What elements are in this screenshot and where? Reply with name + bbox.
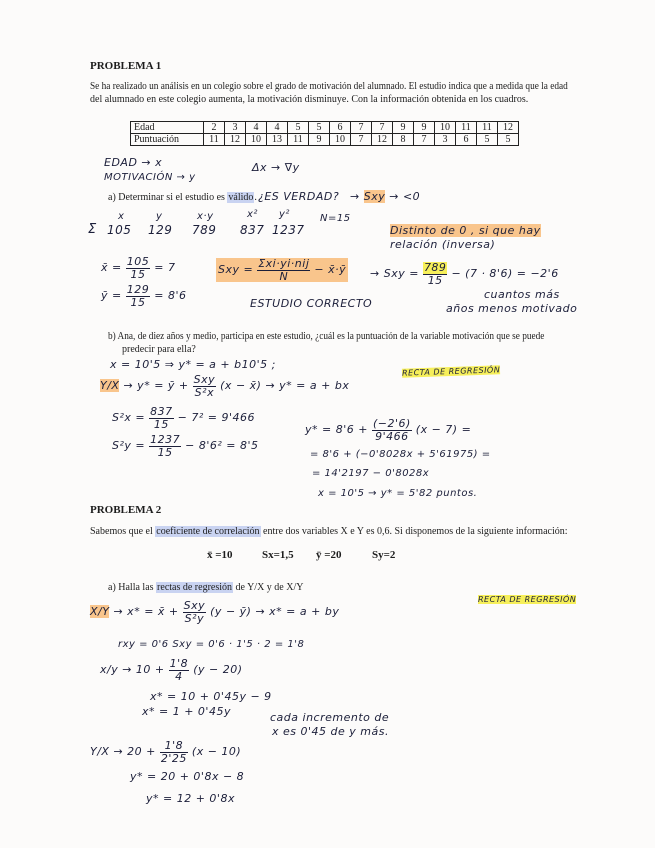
hw-edad-x: EDAD → x	[104, 156, 163, 169]
table-cell: 5	[309, 122, 330, 134]
question-text: predecir para ella?	[122, 344, 196, 355]
hw-s2y	[112, 434, 259, 458]
hw-sum-xy: 789	[192, 223, 217, 237]
hw-text: → <0	[385, 190, 421, 203]
table-cell: 9	[309, 134, 330, 146]
hw-text: ȳ =	[101, 289, 122, 303]
table-cell: 12	[498, 122, 519, 134]
hw-fraction	[372, 418, 412, 442]
problem2-title: PROBLEMA 2	[90, 504, 162, 516]
table-cell: 11	[477, 122, 498, 134]
table-cell: 12	[372, 134, 393, 146]
hw-relacion: relación (inversa)	[390, 238, 496, 251]
hw-text: S²y =	[112, 439, 146, 453]
hw-text: Sxy =	[218, 263, 254, 277]
table-cell: 11	[204, 134, 225, 146]
given-sy: Sy=2	[372, 549, 396, 561]
hw-recta-label: RECTA DE REGRESIÓN	[401, 365, 501, 378]
hw-fraction	[149, 406, 174, 430]
highlight-rectas: rectas de regresión	[157, 582, 233, 593]
hw-sxy-definition	[216, 258, 348, 282]
hw-text: (x − x̄) → y* = a + bx	[220, 379, 350, 393]
hw-ystar-4: x = 10'5 → y* = 5'82 puntos.	[318, 488, 478, 499]
hw-fraction	[126, 256, 151, 280]
hw-col-y2: y²	[279, 209, 290, 220]
hw-motivacion-y: MOTIVACIÓN → y	[104, 172, 196, 183]
numerator: 837	[150, 405, 173, 418]
given-ybar: ȳ =20	[316, 549, 342, 561]
denominator: 2'25	[160, 751, 187, 765]
hw-ystar-b1: y* = 20 + 0'8x − 8	[130, 770, 245, 783]
question-text: de Y/X y de X/Y	[233, 582, 304, 593]
hw-x-es: x es 0'45 de y más.	[272, 725, 389, 738]
table-row-edad	[131, 122, 519, 134]
hw-fraction	[257, 258, 310, 282]
denominator: S²y	[184, 611, 205, 625]
numerator: 1'8	[169, 657, 189, 670]
given-xbar: x̄ =10	[207, 549, 233, 561]
hw-rxy: rxy = 0'6 Sxy = 0'6 · 1'5 · 2 = 1'8	[118, 639, 305, 650]
table-cell: 10	[435, 122, 456, 134]
hw-text: (x − 7) =	[415, 423, 472, 437]
hw-text: − 7² = 9'466	[177, 411, 255, 425]
table-cell: 3	[435, 134, 456, 146]
hw-xstar-1: x* = 10 + 0'45y − 9	[150, 690, 272, 703]
hw-yx-calc	[90, 740, 241, 764]
question-text: a) Halla las	[108, 582, 157, 593]
hw-n: N=15	[320, 213, 351, 224]
highlight-coeficiente: coeficiente de correlación	[156, 526, 260, 537]
numerator: 1237	[150, 433, 181, 446]
numerator: 129	[126, 283, 150, 296]
table-cell: 4	[246, 122, 267, 134]
denominator: N	[279, 269, 289, 283]
hw-col-x: x	[118, 211, 125, 222]
hw-recta-regresion-1	[402, 365, 501, 377]
table-cell: 13	[267, 134, 288, 146]
hw-x-105: x = 10'5 ⇒ y* = a + b10'5 ;	[110, 358, 276, 371]
hw-text: Y/X → 20 +	[90, 745, 156, 759]
hw-text: − (7 · 8'6) = −2'6	[451, 267, 559, 281]
table-cell: 9	[414, 122, 435, 134]
problem2-question-a	[108, 582, 303, 593]
hw-anos-menos: años menos motivado	[446, 302, 578, 315]
hw-text: − 8'6² = 8'5	[185, 439, 259, 453]
hw-text: (y − ȳ) → x* = a + by	[210, 605, 340, 619]
hw-xy-calc	[100, 658, 243, 682]
hw-sxy-highlight: Sxy	[363, 190, 386, 203]
hw-fraction	[169, 658, 190, 682]
intro-text: entre dos variables X e Y es 0,6. Si disponemos de la siguiente información:	[260, 526, 568, 537]
hw-col-x2: x²	[247, 209, 258, 220]
hw-recta-label: RECTA DE REGRESIÓN	[478, 595, 577, 604]
denominator: 15	[153, 417, 169, 431]
table-cell: 4	[267, 122, 288, 134]
hw-fraction	[126, 284, 151, 308]
hw-sum-y: 129	[148, 223, 173, 237]
hw-sum-x2: 837	[240, 223, 265, 237]
hw-text: →	[350, 190, 364, 203]
given-sx: Sx=1,5	[262, 549, 294, 561]
numerator: 1'8	[160, 740, 188, 753]
numerator: Sxy	[193, 373, 216, 386]
hw-s2x	[112, 406, 255, 430]
table-cell: 11	[288, 134, 309, 146]
question-text: .	[254, 192, 257, 203]
hw-ystar-3: = 14'2197 − 0'8028x	[312, 468, 430, 479]
denominator: 4	[175, 669, 183, 683]
table-cell: 7	[414, 134, 435, 146]
hw-fraction	[149, 434, 181, 458]
hw-text: y* = 8'6 +	[305, 423, 368, 437]
hw-col-y: y	[156, 211, 163, 222]
table-cell: 2	[204, 122, 225, 134]
hw-ystar-2: = 8'6 + (−0'8028x + 5'61975) =	[310, 449, 491, 460]
hw-fraction	[160, 740, 188, 764]
intro-line: del alumnado en este colegio aumenta, la motivación disminuye. Con la información obtenida en los cuadros.	[90, 94, 529, 105]
hw-es-verdad: ¿ES VERDAD?	[258, 190, 340, 203]
hw-fraction	[183, 600, 207, 624]
denominator: 15	[427, 273, 443, 287]
table-row-puntuacion	[131, 134, 519, 146]
hw-text: x̄ =	[101, 261, 122, 275]
hw-text: → y* = ȳ +	[123, 379, 189, 393]
denominator: 15	[130, 267, 146, 281]
hw-distinto	[390, 224, 541, 237]
hw-sxy-calc	[370, 262, 559, 286]
hw-cada-incremento: cada incremento de	[270, 711, 390, 724]
hw-text: S²x =	[112, 411, 146, 425]
table-cell: 5	[498, 134, 519, 146]
table-cell: 5	[288, 122, 309, 134]
hw-cuantos-mas: cuantos más	[484, 288, 560, 301]
problem2-intro	[90, 526, 568, 537]
hw-delta-relation: Δx → ∇y	[252, 161, 300, 174]
table-cell: 7	[351, 134, 372, 146]
numerator: (−2'6)	[372, 417, 411, 430]
table-cell: 8	[393, 134, 414, 146]
table-cell: 6	[330, 122, 351, 134]
denominator: 9'466	[375, 429, 409, 443]
problem1-question-b	[108, 330, 578, 356]
table-cell: 10	[246, 134, 267, 146]
table-cell: 6	[456, 134, 477, 146]
row-label: Puntuación	[131, 134, 204, 146]
numerator: 789	[423, 261, 447, 274]
table-cell: 3	[225, 122, 246, 134]
highlight-valido: válido	[228, 192, 254, 203]
hw-text: → Sxy =	[370, 267, 419, 281]
hw-ystar-1	[305, 418, 471, 442]
hw-ybar-eq	[101, 284, 186, 308]
numerator: Σxi·yi·nij	[258, 257, 310, 270]
numerator: 105	[126, 255, 150, 268]
hw-fraction	[423, 262, 448, 286]
table-cell: 7	[372, 122, 393, 134]
hw-distinto-line: Distinto de 0 , si que hay	[390, 224, 541, 237]
row-label: Edad	[131, 122, 204, 134]
problem1-intro	[90, 80, 570, 106]
age-score-table	[130, 121, 519, 146]
hw-text: → x* = x̄ +	[113, 605, 179, 619]
hw-text: (y − 20)	[193, 663, 243, 677]
hw-xstar-2: x* = 1 + 0'45y	[142, 705, 231, 718]
intro-text: Sabemos que el	[90, 526, 156, 537]
numerator: Sxy	[183, 599, 206, 612]
hw-sum-x: 105	[107, 223, 132, 237]
hw-yx-regression	[100, 374, 349, 398]
hw-fraction	[193, 374, 217, 398]
hw-yx-label: Y/X	[100, 379, 120, 393]
hw-col-xy: x·y	[197, 211, 214, 222]
hw-xbar-eq	[101, 256, 175, 280]
table-cell: 12	[225, 134, 246, 146]
problem1-title: PROBLEMA 1	[90, 60, 162, 72]
denominator: 15	[130, 295, 146, 309]
denominator: 15	[157, 445, 173, 459]
problem1-question-a	[108, 192, 257, 203]
intro-line: Se ha realizado un análisis en un colegio sobre el grado de motivación del alumnado. El estudio indica que a medida que la edad	[90, 81, 568, 92]
hw-text: x/y → 10 +	[100, 663, 165, 677]
hw-sigma: Σ	[88, 222, 97, 237]
hw-sxy-condition	[350, 190, 420, 203]
table-cell: 10	[330, 134, 351, 146]
table-cell: 7	[351, 122, 372, 134]
question-text: b) Ana, de diez años y medio, participa en este estudio, ¿cuál es la puntuación de la variable motivación que se puede	[108, 331, 545, 342]
hw-xy-regression	[90, 600, 339, 624]
table-cell: 11	[456, 122, 477, 134]
table-cell: 9	[393, 122, 414, 134]
question-text: a) Determinar si el estudio es	[108, 192, 228, 203]
denominator: S²x	[194, 385, 215, 399]
hw-text: = 8'6	[154, 289, 187, 303]
table-cell: 5	[477, 134, 498, 146]
hw-text: − x̄·ȳ	[314, 263, 347, 277]
hw-recta-regresion-2	[478, 595, 576, 604]
hw-text: (x − 10)	[191, 745, 242, 759]
hw-xy-label: X/Y	[90, 605, 110, 619]
hw-sum-y2: 1237	[272, 223, 305, 237]
hw-text: = 7	[154, 261, 176, 275]
hw-ystar-b2: y* = 12 + 0'8x	[146, 792, 235, 805]
hw-estudio-correcto: ESTUDIO CORRECTO	[250, 297, 373, 310]
